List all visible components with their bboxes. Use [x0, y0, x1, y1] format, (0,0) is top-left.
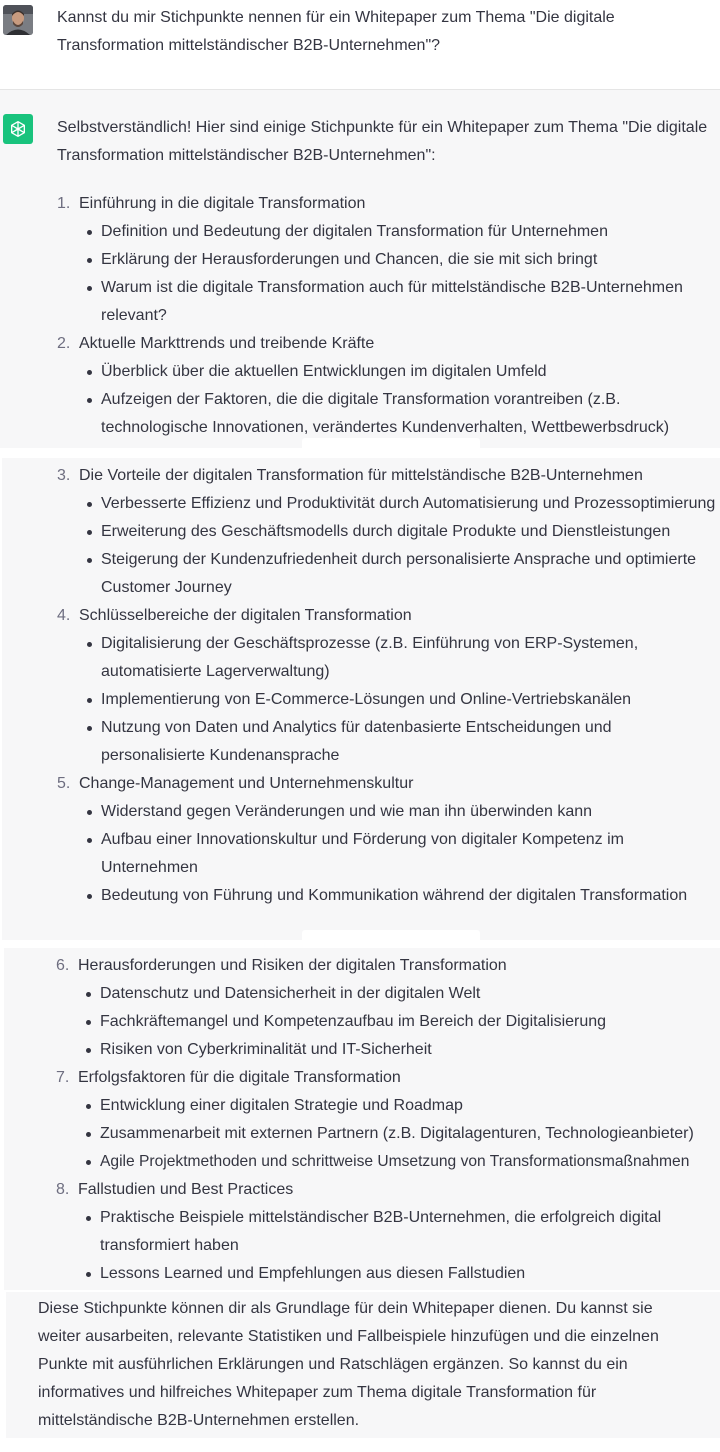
assistant-message-part-2 [2, 458, 720, 940]
user-message [0, 0, 720, 90]
list-item-title: Change-Management und Unternehmenskultur [79, 775, 414, 792]
assistant-closing: Diese Stichpunkte können dir als Grundlage für dein Whitepaper dienen. Du kannst sie weiter ausarbeiten, relevante Statistiken und Fallbeispiele hinzufügen und die einzelnen Punkte mit ausführlichen Erklärungen und Ratschlägen ergänzen. So kannst du ein informatives und hilfreiches Whitepaper zum Thema digitale Transformation für mittelständische B2B-Unternehmen erstellen. [38, 1300, 659, 1429]
bullet-item: Verbesserte Effizienz und Produktivität durch Automatisierung und Prozessoptimierung [101, 490, 717, 518]
bullet-icon [87, 258, 92, 263]
user-message-text: Kannst du mir Stichpunkte nennen für ein Whitepaper zum Thema "Die digitale Transformation mittelständischer B2B-Unternehmen"? [57, 9, 615, 54]
bullet-icon [87, 398, 92, 403]
list-item-6 [56, 952, 720, 1064]
list-item-7 [56, 1064, 720, 1176]
list-number: 5. [57, 775, 71, 792]
regenerate-bar-shadow [302, 438, 480, 448]
list-item-title: Einführung in die digitale Transformation [79, 195, 366, 212]
bullet-icon [87, 530, 92, 535]
assistant-message-part-3 [4, 948, 720, 1290]
bullet-item: Bedeutung von Führung und Kommunikation während der digitalen Transformation [101, 882, 717, 910]
bullet-item: Definition und Bedeutung der digitalen Transformation für Unternehmen [101, 218, 717, 246]
bullet-icon [86, 1048, 91, 1053]
bullet-item: Überblick über die aktuellen Entwicklungen im digitalen Umfeld [101, 358, 717, 386]
openai-logo-icon [3, 114, 33, 144]
list-number: 1. [57, 195, 71, 212]
bullet-icon [87, 502, 92, 507]
bullet-item: Erklärung der Herausforderungen und Chancen, die sie mit sich bringt [101, 246, 717, 274]
assistant-message-part-4 [6, 1292, 720, 1438]
bullet-item: Lessons Learned und Empfehlungen aus diesen Fallstudien [100, 1260, 720, 1288]
bullet-item: Risiken von Cyberkriminalität und IT-Sicherheit [100, 1036, 720, 1064]
user-avatar-icon [3, 5, 33, 35]
list-item-1 [57, 190, 717, 330]
list-item-3 [57, 462, 717, 602]
bullet-icon [87, 894, 92, 899]
bullet-icon [87, 558, 92, 563]
bullet-item: Steigerung der Kundenzufriedenheit durch personalisierte Ansprache und optimierte Customer Journey [101, 546, 717, 602]
bullet-item: Digitalisierung der Geschäftsprozesse (z.B. Einführung von ERP-Systemen, automatisierte Lagerverwaltung) [101, 630, 717, 686]
bullet-item: Entwicklung einer digitalen Strategie und Roadmap [100, 1092, 720, 1120]
list-number: 7. [56, 1069, 70, 1086]
user-avatar [3, 5, 33, 35]
list-item-5 [57, 770, 717, 910]
bullet-icon [86, 992, 91, 997]
list-item-title: Die Vorteile der digitalen Transformation für mittelständische B2B-Unternehmen [79, 467, 643, 484]
bullet-icon [87, 370, 92, 375]
bullet-icon [86, 1160, 91, 1165]
list-number: 8. [56, 1181, 70, 1198]
bullet-icon [86, 1020, 91, 1025]
list-number: 2. [57, 335, 71, 352]
list-number: 4. [57, 607, 71, 624]
list-item-4 [57, 602, 717, 770]
list-number: 6. [56, 957, 70, 974]
list-number: 3. [57, 467, 71, 484]
bullet-item: Erweiterung des Geschäftsmodells durch digitale Produkte und Dienstleistungen [101, 518, 717, 546]
bullet-icon [86, 1132, 91, 1137]
list-item-title: Aktuelle Markttrends und treibende Kräfte [79, 335, 375, 352]
bullet-item: Zusammenarbeit mit externen Partnern (z.B. Digitalagenturen, Technologieanbieter) [100, 1120, 720, 1148]
bullet-icon [86, 1272, 91, 1277]
bullet-item: Agile Projektmethoden und schrittweise Umsetzung von Transformationsmaßnahmen [100, 1148, 720, 1176]
assistant-intro: Selbstverständlich! Hier sind einige Stichpunkte für ein Whitepaper zum Thema "Die digitale Transformation mittelständischer B2B-Unternehmen": [57, 119, 708, 164]
bullet-icon [86, 1216, 91, 1221]
bullet-item: Datenschutz und Datensicherheit in der digitalen Welt [100, 980, 720, 1008]
assistant-message-part-1 [0, 90, 720, 448]
bullet-item: Aufbau einer Innovationskultur und Förderung von digitaler Kompetenz im Unternehmen [101, 826, 717, 882]
list-item-title: Herausforderungen und Risiken der digitalen Transformation [78, 957, 507, 974]
list-item-title: Schlüsselbereiche der digitalen Transformation [79, 607, 412, 624]
bullet-icon [86, 1104, 91, 1109]
bullet-item: Implementierung von E-Commerce-Lösungen und Online-Vertriebskanälen [101, 686, 717, 714]
bullet-item: Widerstand gegen Veränderungen und wie man ihn überwinden kann [101, 798, 717, 826]
regenerate-bar-shadow [302, 930, 480, 940]
list-item-2 [57, 330, 717, 442]
bullet-item: Warum ist die digitale Transformation auch für mittelständische B2B-Unternehmen relevant? [101, 274, 717, 330]
list-item-8 [56, 1176, 720, 1288]
bullet-item: Praktische Beispiele mittelständischer B2B-Unternehmen, die erfolgreich digital transformiert haben [100, 1204, 720, 1260]
list-item-title: Fallstudien und Best Practices [78, 1181, 294, 1198]
bullet-icon [87, 838, 92, 843]
list-item-title: Erfolgsfaktoren für die digitale Transformation [78, 1069, 401, 1086]
bullet-item: Nutzung von Daten und Analytics für datenbasierte Entscheidungen und personalisierte Kundenansprache [101, 714, 717, 770]
bullet-icon [87, 698, 92, 703]
bullet-item: Aufzeigen der Faktoren, die die digitale Transformation vorantreiben (z.B. technologische Innovationen, verändertes Kundenverhalten, Wettbewerbsdruck) [101, 386, 717, 442]
bullet-icon [87, 230, 92, 235]
bullet-icon [87, 286, 92, 291]
bullet-icon [87, 726, 92, 731]
bullet-icon [87, 642, 92, 647]
bullet-icon [87, 810, 92, 815]
bullet-item: Fachkräftemangel und Kompetenzaufbau im Bereich der Digitalisierung [100, 1008, 720, 1036]
